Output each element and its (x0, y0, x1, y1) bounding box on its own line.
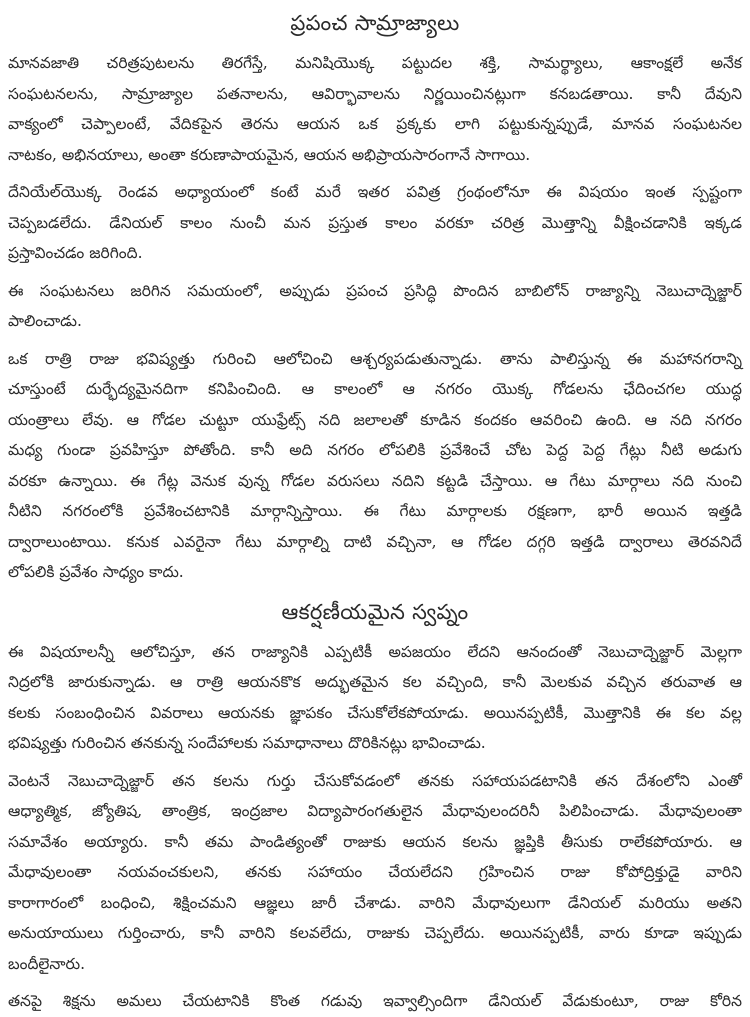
text-line: నీటిని నగరంలోకి ప్రవేశించటానికి మార్గాన్నిస్తాయి. ఈ గేటు మార్గాలకు రక్షణగా, భారీ అయిన ఇత్తడి (8, 502, 742, 520)
text-line: ద్వారాలుంటాయి. కనుక ఎవరైనా గేటు మార్గాల్ని దాటి వచ్చినా, ఆ గోడల దగ్గరి ఇత్తడి ద్వారాలు తెరవనిదే (8, 532, 742, 551)
text-line: దేనియేల్‌యొక్క రెండవ అధ్యాయంలో కంటే మరే ఇతర పవిత్ర గ్రంథంలోనూ ఈ విషయం ఇంత స్పష్టంగా (8, 183, 742, 201)
text-line: ఈ విషయాలన్నీ ఆలోచిస్తూ, తన రాజ్యానికి ఎప్పటికీ అపజయం లేదని ఆనందంతో నెబుచాద్నెజ్జార్ మెల్లగా (8, 642, 742, 661)
paragraph-1 (8, 48, 742, 170)
text-line: సంఘటనలను, సామ్రాజ్యాల పతనాలను, ఆవిర్భావాలను నిర్ణయించినట్లుగా కనబడతాయి. కానీ దేవుని (8, 84, 742, 103)
text-line: ఆధ్యాత్మిక, జ్యోతిష, తాంత్రిక, ఇంద్రజాల విద్యాపారంగతులైన మేధావులందరినీ పిలిపించాడు. మేధావులంతా (8, 802, 742, 820)
heading-world-empires: ప్రపంచ సామ్రాజ్యాలు (290, 11, 460, 35)
text-line: కారాగారంలో బంధించి, శిక్షించమని ఆజ్ఞలు జారీ చేశాడు. వారిని మేధావులుగా డేనియల్ మరియు అతని (8, 893, 742, 912)
paragraph-5 (8, 637, 742, 759)
text-line: యంత్రాలు లేవు. ఆ గోడల చుట్టూ యుఫ్రేట్స్ నది జలాలతో కూడిన కందకం ఆవరించి ఉంది. ఆ నది నగరం (8, 410, 742, 429)
text-line: చూస్తుంటే దుర్భేద్యమైనదిగా కనిపించింది. ఆ కాలంలో ఆ నగరం యొక్క గోడలను ఛేదించగల యుద్ధ (8, 380, 742, 398)
text-line: పాలించాడు. (8, 312, 82, 330)
paragraph-2 (8, 177, 742, 269)
text-line: మానవజాతి చరిత్రపుటలను తిరగేస్తే, మనిషియొక్క పట్టుదల శక్తి, సామర్థ్యాలు, ఆకాంక్షలే అనేక (8, 54, 742, 72)
text-line: లోపలికి ప్రవేశం సాధ్యం కాదు. (8, 563, 184, 581)
text-line: భవిష్యత్తు గురించిన తనకున్న సందేహాలకు సమాధానాలు దొరికినట్లు భావించాడు. (8, 734, 486, 752)
heading-attractive-dream: ఆకర్షణీయమైన స్వప్నం (281, 599, 469, 624)
text-line: ప్రస్తావించడం జరిగింది. (8, 244, 143, 262)
text-line: మధ్య గుండా ప్రవహిస్తూ పోతోంది. కానీ అది నగరం లోపలికి ప్రవేశించే చోట పెద్ద పెద్ద గేట్లు నీటి అడుగు (8, 441, 742, 459)
text-line: వెంటనే నెబుచాద్నెజ్జార్ తన కలను గుర్తు చేసుకోవడంలో తనకు సహాయపడటానికి తన దేశంలోని ఎంతో (8, 771, 742, 790)
text-line: నిద్రలోకి జారుకున్నాడు. ఆ రాత్రి ఆయనకొక అద్భుతమైన కల వచ్చింది, కానీ మెలకువ వచ్చిన తరువాత ఆ (8, 673, 742, 691)
paragraph-3 (8, 276, 742, 337)
text-line: మేధావులంతా నయవంచకులని, తనకు సహాయం చేయలేదని గ్రహించిన రాజు కోపోద్రిక్తుడై వారిని (8, 863, 742, 881)
text-line: సమావేశం అయ్యారు. కానీ తమ పాండిత్యంతో రాజుకు ఆయన కలను జ్ఞప్తికి తీసుకు రాలేకపోయారు. ఆ (8, 832, 742, 851)
text-line: వాక్యంలో చెప్పాలంటే, వేదికపైన తెరను ఆయన ఒక ప్రక్కకు లాగి పట్టుకున్నప్పుడే, మానవ సంఘటనల (8, 115, 742, 133)
text-line: ఒక రాత్రి రాజు భవిష్యత్తు గురించి ఆలోచించి ఆశ్చర్యపడుతున్నాడు. తాను పాలిస్తున్న ఈ మహానగరాన్ని (8, 349, 742, 368)
text-line: చెప్పబడలేదు. డేనియల్ కాలం నుంచీ మన ప్రస్తుత కాలం వరకూ చరిత్ర మొత్తాన్ని వీక్షించడానికి ఇక్కడ (8, 213, 742, 232)
text-line: అనుయాయులు గుర్తించారు, కానీ వారిని కలవలేదు, రాజుకు చెప్పలేదు. అయినప్పటికీ, వారు కూడా ఇప్పుడు (8, 924, 742, 942)
paragraph-4 (8, 344, 742, 588)
paragraph-7 (8, 986, 742, 1017)
text-line: నాటకం, అభినయాలు, అంతా కరుణాపాయమైన, ఆయన అభిప్రాయసారంగానే సాగాయి. (8, 145, 531, 164)
text-line: కలకు సంబంధించిన వివరాలు ఆయనకు జ్ఞాపకం చేసుకోలేకపోయాడు. అయినప్పటికీ, మొత్తానికి ఈ కల వల్ల (8, 703, 742, 722)
text-line: తనపై శిక్షను అమలు చేయటానికి కొంత గడువు ఇవ్వాల్సిందిగా డేనియల్ వేడుకుంటూ, రాజు కోరిన (8, 992, 742, 1010)
text-line: వరకూ ఉన్నాయి. ఈ గేట్ల వెనుక వున్న గోడల వరుసలు నదిని కట్టడి చేస్తాయి. ఆ గేటు మార్గాలు నది నుంచి (8, 471, 742, 490)
text-line: ఈ సంఘటనలు జరిగిన సమయంలో, అప్పుడు ప్రపంచ ప్రసిద్ధి పొందిన బాబిలోన్ రాజ్యాన్ని నెబుచాద్నెజ్జార్ (8, 281, 742, 300)
paragraph-6 (8, 766, 742, 980)
text-line: బందీలైనారు. (8, 954, 86, 973)
